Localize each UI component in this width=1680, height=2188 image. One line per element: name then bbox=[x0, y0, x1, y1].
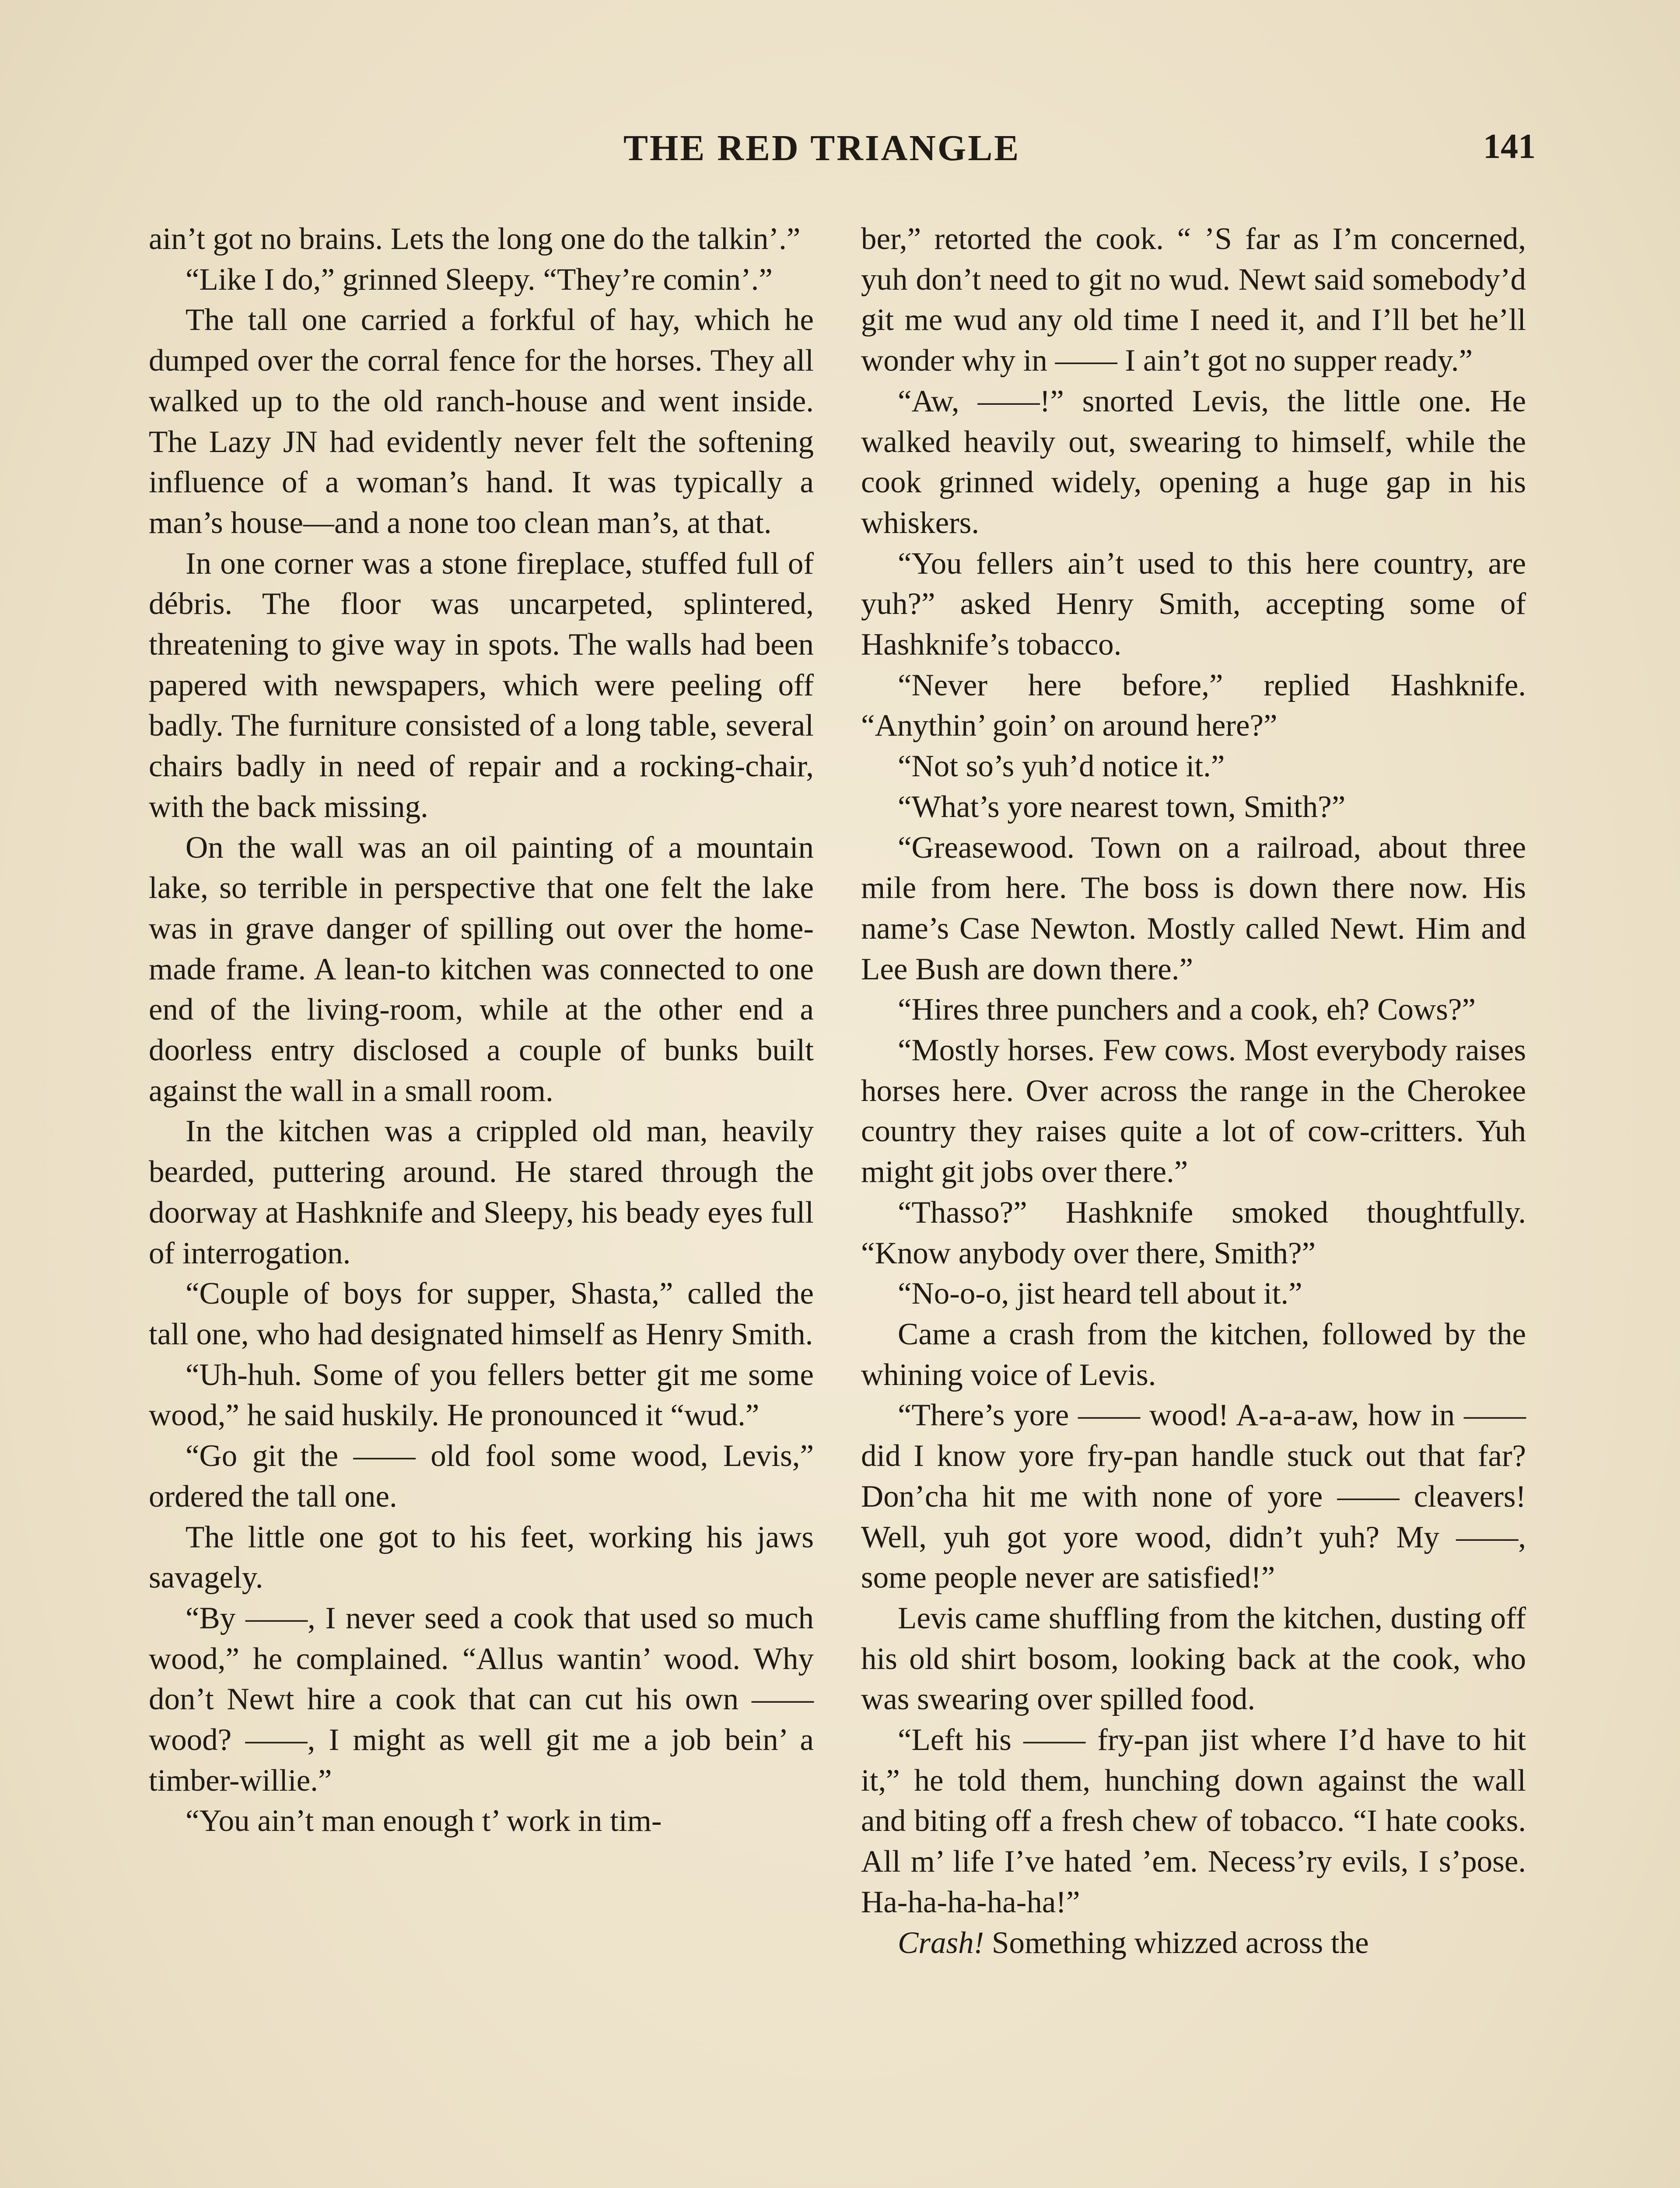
paragraph: “No-o-o, jist heard tell about it.” bbox=[898, 1276, 1302, 1311]
paragraph: “Aw, ——!” snorted Levis, the little one. He walked heavily out, swearing to himself, while the cook grinned widely, opening a huge gap in his whiskers. bbox=[861, 384, 1526, 540]
paragraph: “You fellers ain’t used to this here country, are yuh?” asked Henry Smith, accepting some of Hashknife’s tobacco. bbox=[861, 546, 1526, 662]
paragraph: “Couple of boys for supper, Shasta,” called the tall one, who had designated himself as Henry Smith. bbox=[149, 1276, 814, 1351]
paragraph: “Greasewood. Town on a railroad, about three mile from here. The boss is down there now. His name’s Case Newton. Mostly called Newt. Him and Lee Bush are down there.” bbox=[861, 830, 1526, 986]
paragraph: The little one got to his feet, working his jaws savagely. bbox=[149, 1520, 814, 1595]
right-column bbox=[861, 219, 1526, 1963]
paragraph: “Go git the —— old fool some wood, Levis,” ordered the tall one. bbox=[149, 1439, 814, 1514]
paragraph: “You ain’t man enough t’ work in tim- bbox=[186, 1804, 662, 1838]
paragraph: ber,” retorted the cook. “ ’S far as I’m concerned, yuh don’t need to git no wud. Newt said somebody’d git me wud any old time I need it, and I’ll bet he’ll wonder why in —— I ain’t got no supper ready.” bbox=[861, 222, 1526, 378]
paragraph: The tall one carried a forkful of hay, which he dumped over the corral fence for the horses. They all walked up to the old ranch-house and went inside. The Lazy JN had evidently never felt the softening influence of a woman’s hand. It was typically a man’s house—and a none too clean man’s, at that. bbox=[149, 303, 814, 540]
paragraph: “Not so’s yuh’d notice it.” bbox=[898, 749, 1225, 784]
page-header bbox=[149, 127, 1536, 179]
paragraph: Levis came shuffling from the kitchen, dusting off his old shirt bosom, looking back at the cook, who was swearing over spilled food. bbox=[861, 1601, 1526, 1717]
paragraph: ain’t got no brains. Lets the long one do the talkin’.” bbox=[149, 222, 801, 256]
paragraph: “Never here before,” replied Hashknife. “Anythin’ goin’ on around here?” bbox=[861, 668, 1526, 743]
paragraph: “Thasso?” Hashknife smoked thoughtfully. “Know anybody over there, Smith?” bbox=[861, 1195, 1526, 1270]
paragraph-final-text: Something whizzed across the bbox=[984, 1925, 1369, 1960]
paragraph: “What’s yore nearest town, Smith?” bbox=[898, 789, 1346, 824]
paragraph: “Hires three punchers and a cook, eh? Cows?” bbox=[898, 992, 1476, 1027]
running-title: THE RED TRIANGLE bbox=[623, 128, 1021, 168]
paragraph: “There’s yore —— wood! A-a-a-aw, how in —— did I know yore fry-pan handle stuck out that far? Don’cha hit me with none of yore —— cleavers! Well, yuh got yore wood, didn’t yuh? My ——, some people never are satisfied!” bbox=[861, 1398, 1526, 1595]
paragraph: “Uh-huh. Some of you fellers better git me some wood,” he said huskily. He pronounced it “wud.” bbox=[149, 1357, 814, 1433]
paragraph: Came a crash from the kitchen, followed by the whining voice of Levis. bbox=[861, 1317, 1526, 1392]
paragraph: “Left his —— fry-pan jist where I’d have to hit it,” he told them, hunching down against the wall and biting off a fresh chew of tobacco. “I hate cooks. All m’ life I’ve hated ’em. Necess’ry evils, I s’pose. Ha-ha-ha-ha-ha!” bbox=[861, 1723, 1526, 1919]
left-column bbox=[149, 219, 814, 1841]
paragraph: In the kitchen was a crippled old man, heavily bearded, puttering around. He stared through the doorway at Hashknife and Sleepy, his beady eyes full of interrogation. bbox=[149, 1114, 814, 1270]
paragraph: On the wall was an oil painting of a mountain lake, so terrible in perspective that one felt the lake was in grave danger of spilling out over the home-made frame. A lean-to kitchen was connected to one end of the living-room, while at the other end a doorless entry disclosed a couple of bunks built against the wall in a small room. bbox=[149, 830, 814, 1108]
paragraph: In one corner was a stone fireplace, stuffed full of débris. The floor was uncarpeted, splintered, threatening to give way in spots. The walls had been papered with newspapers, which were peeling off badly. The furniture consisted of a long table, several chairs badly in need of repair and a rocking-chair, with the back missing. bbox=[149, 546, 814, 824]
paragraph: “Like I do,” grinned Sleepy. “They’re comin’.” bbox=[186, 262, 773, 297]
paragraph-final bbox=[861, 1923, 1526, 1964]
paragraph: “Mostly horses. Few cows. Most everybody raises horses here. Over across the range in the Cherokee country they raises quite a lot of cow-critters. Yuh might git jobs over there.” bbox=[861, 1033, 1526, 1189]
emphasis-crash: Crash! bbox=[898, 1925, 984, 1960]
paragraph: “By ——, I never seed a cook that used so much wood,” he complained. “Allus wantin’ wood. Why don’t Newt hire a cook that can cut his own —— wood? ——, I might as well git me a job bein’ a timber-willie.” bbox=[149, 1601, 814, 1798]
page-number: 141 bbox=[1483, 127, 1536, 166]
